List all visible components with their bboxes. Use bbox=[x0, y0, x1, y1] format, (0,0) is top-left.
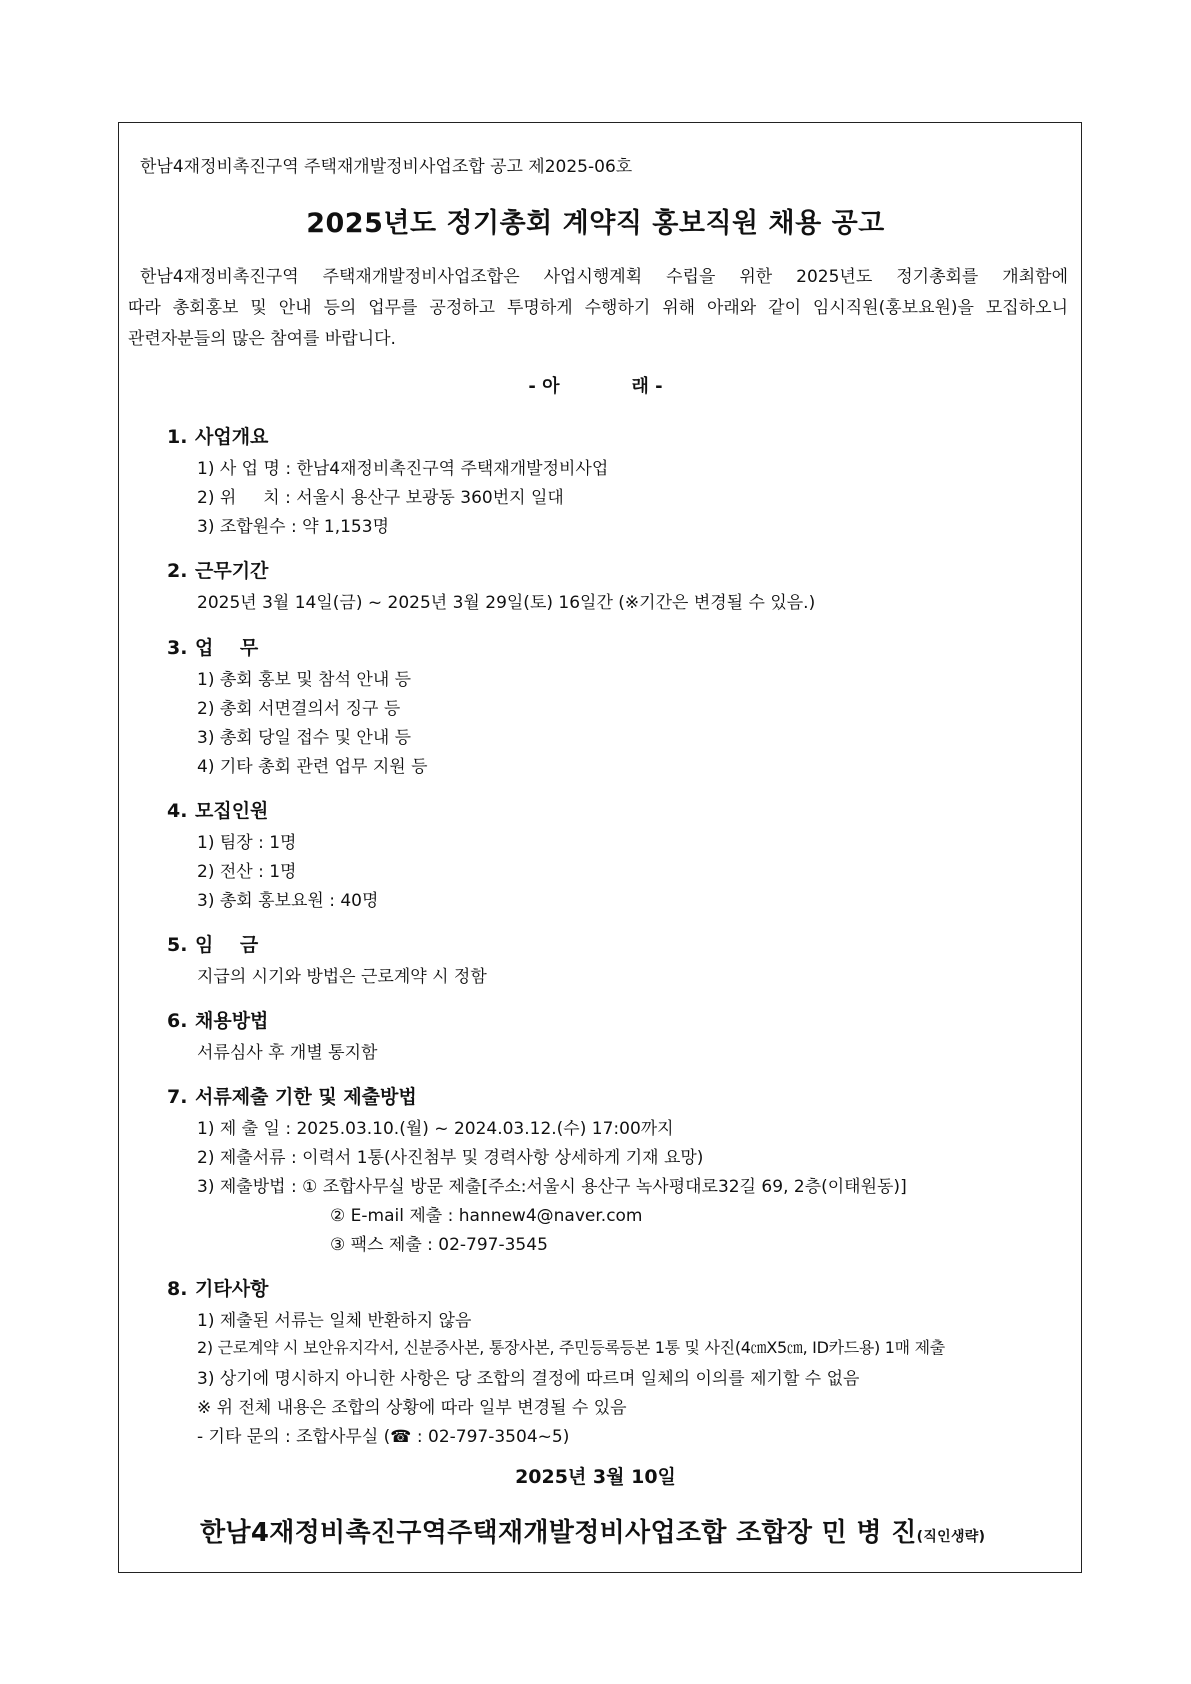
list-item: 1) 팀장 : 1명 bbox=[197, 833, 297, 853]
section-text: 서류심사 후 개별 통지함 bbox=[197, 1043, 378, 1063]
signature-org: 한남4재정비촉진구역주택재개발정비사업조합 조합장 민 병 진 bbox=[200, 1518, 917, 1548]
section-number: 5. bbox=[167, 934, 188, 956]
section-5-heading bbox=[167, 930, 258, 957]
list-item: 3) 조합원수 : 약 1,153명 bbox=[197, 517, 389, 537]
list-item: 1) 제출된 서류는 일체 반환하지 않음 bbox=[197, 1311, 472, 1331]
section-number: 3. bbox=[167, 637, 188, 659]
section-title: 근무기간 bbox=[195, 560, 269, 582]
section-number: 6. bbox=[167, 1010, 188, 1032]
section-title: 기타사항 bbox=[195, 1278, 269, 1300]
list-item: 2) 위 치 : 서울시 용산구 보광동 360번지 일대 bbox=[197, 488, 564, 508]
section-title: 채용방법 bbox=[195, 1010, 269, 1032]
section-number: 4. bbox=[167, 800, 188, 822]
signature bbox=[200, 1512, 985, 1549]
section-number: 8. bbox=[167, 1278, 188, 1300]
list-item: 3) 총회 당일 접수 및 안내 등 bbox=[197, 728, 412, 748]
list-item: 1) 제 출 일 : 2025.03.10.(월) ~ 2024.03.12.(수) 17:00까지 bbox=[197, 1119, 674, 1139]
list-item: 2) 총회 서면결의서 징구 등 bbox=[197, 699, 401, 719]
intro-line-3: 관련자분들의 많은 참여를 바랍니다. bbox=[128, 329, 396, 349]
intro-line-1: 한남4재정비촉진구역 주택재개발정비사업조합은 사업시행계획 수립을 위한 2025년도 정기총회를 개최함에 bbox=[140, 267, 1068, 287]
list-item: 2) 제출서류 : 이력서 1통(사진첨부 및 경력사항 상세하게 기재 요망) bbox=[197, 1148, 704, 1168]
section-title: 사업개요 bbox=[195, 426, 269, 448]
section-6-heading bbox=[167, 1006, 268, 1033]
notice-date: 2025년 3월 10일 bbox=[515, 1466, 676, 1488]
intro-paragraph bbox=[128, 262, 1068, 355]
list-item: 3) 총회 홍보요원 : 40명 bbox=[197, 891, 379, 911]
section-title: 모집인원 bbox=[195, 800, 269, 822]
list-item: ③ 팩스 제출 : 02-797-3545 bbox=[330, 1235, 548, 1255]
list-item: ② E-mail 제출 : hannew4@naver.com bbox=[330, 1206, 643, 1226]
section-number: 2. bbox=[167, 560, 188, 582]
divider-left: - 아 bbox=[528, 376, 560, 397]
section-title: 업 무 bbox=[195, 637, 259, 659]
intro-line-2: 따라 총회홍보 및 안내 등의 업무를 공정하고 투명하게 수행하기 위해 아래와 같이 임시직원(홍보요원)을 모집하오니 bbox=[128, 298, 1068, 318]
section-number: 1. bbox=[167, 426, 188, 448]
page-title: 2025년도 정기총회 계약직 홍보직원 채용 공고 bbox=[306, 208, 885, 239]
list-item: 1) 총회 홍보 및 참석 안내 등 bbox=[197, 670, 412, 690]
section-8-heading bbox=[167, 1274, 268, 1301]
section-divider-heading bbox=[0, 372, 1191, 398]
list-item: - 기타 문의 : 조합사무실 (☎ : 02-797-3504~5) bbox=[197, 1427, 570, 1447]
list-item: 4) 기타 총회 관련 업무 지원 등 bbox=[197, 757, 428, 777]
list-item: 3) 제출방법 : ① 조합사무실 방문 제출[주소:서울시 용산구 녹사평대로32길 69, 2층(이태원동)] bbox=[197, 1177, 907, 1197]
list-item: 2) 전산 : 1명 bbox=[197, 862, 297, 882]
list-item: ※ 위 전체 내용은 조합의 상황에 따라 일부 변경될 수 있음 bbox=[197, 1398, 627, 1418]
section-1-heading bbox=[167, 422, 268, 449]
section-title: 서류제출 기한 및 제출방법 bbox=[195, 1086, 417, 1108]
list-item: 1) 사 업 명 : 한남4재정비촉진구역 주택재개발정비사업 bbox=[197, 459, 609, 479]
list-item: 2) 근로계약 시 보안유지각서, 신분증사본, 통장사본, 주민등록등본 1통 및 사진(4㎝X5㎝, ID카드용) 1매 제출 bbox=[197, 1338, 945, 1357]
section-3-heading bbox=[167, 633, 258, 660]
section-title: 임 금 bbox=[195, 934, 259, 956]
section-4-heading bbox=[167, 796, 268, 823]
signature-note: (직인생략) bbox=[916, 1529, 986, 1545]
section-7-heading bbox=[167, 1082, 417, 1109]
section-number: 7. bbox=[167, 1086, 188, 1108]
section-text: 지급의 시기와 방법은 근로계약 시 정함 bbox=[197, 967, 487, 987]
notice-number: 한남4재정비촉진구역 주택재개발정비사업조합 공고 제2025-06호 bbox=[140, 157, 633, 177]
section-text: 2025년 3월 14일(금) ~ 2025년 3월 29일(토) 16일간 (※기간은 변경될 수 있음.) bbox=[197, 593, 816, 613]
divider-right: 래 - bbox=[631, 376, 663, 397]
list-item: 3) 상기에 명시하지 아니한 사항은 당 조합의 결정에 따르며 일체의 이의를 제기할 수 없음 bbox=[197, 1369, 860, 1389]
section-2-heading bbox=[167, 556, 268, 583]
